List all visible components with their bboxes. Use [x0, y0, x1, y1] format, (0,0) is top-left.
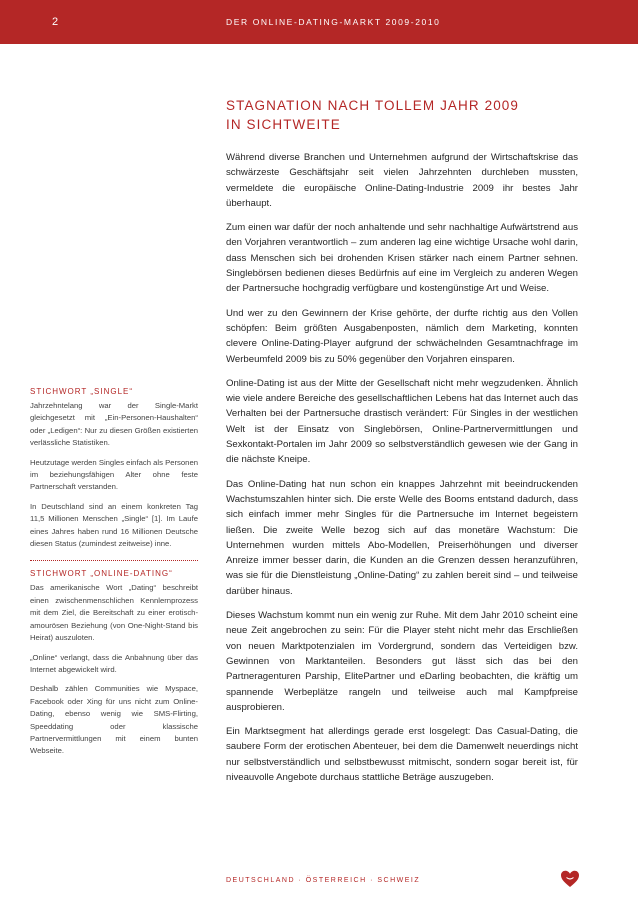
sidebar-glossary [30, 387, 198, 765]
section-title [226, 96, 578, 134]
glossary-box-online-dating [30, 569, 198, 757]
running-header-title: DER ONLINE-DATING-MARKT 2009-2010 [226, 17, 441, 27]
glossary-paragraph: Jahrzehntelang war der Single-Markt gleichgesetzt mit „Ein-Personen-Haushalten“ oder „Ledigen“: Nur zu diesen Größen existierten verlässliche Statistiken. [30, 401, 198, 448]
glossary-divider [30, 560, 198, 561]
glossary-paragraph: „Online“ verlangt, dass die Anbahnung über das Internet abgewickelt wird. [30, 652, 198, 674]
body-paragraph: Während diverse Branchen und Unternehmen aufgrund der Wirtschaftskrise das schwärzeste Geschäftsjahr seit vielen Jahrzehnten durchleben mussten, vermeldete die europäische Online-Dating-Industrie 2009 ihr bestes Jahr überhaupt. [226, 152, 578, 209]
footer-regions: DEUTSCHLAND · ÖSTERREICH · SCHWEIZ [226, 877, 421, 884]
glossary-paragraph: Heutzutage werden Singles einfach als Personen im beziehungsfähigen Alter ohne feste Partnerschaft verstanden. [30, 457, 198, 492]
page-number: 2 [52, 16, 60, 28]
body-paragraph: Dieses Wachstum kommt nun ein wenig zur Ruhe. Mit dem Jahr 2010 scheint eine neue Zeit angebrochen zu sein: Für die Player steht nicht mehr das Erschließen von neuen Marktpotenzialen im Vordergrund, sondern das Verteidigen bzw. Gewinnen von Marktanteilen. Besonders gut lässt sich das bei den Partneragenturen Parship, ElitePartner und eDarling beobachten, die kräftig um spannende Werbeplätze rangeln und teilweise auch mal Kampfpreise ausprobieren. [226, 610, 578, 713]
header-bar [0, 0, 638, 44]
glossary-paragraph: In Deutschland sind an einem konkreten Tag 11,5 Millionen Menschen „Single“ [1]. Im Laufe eines Jahres haben rund 16 Millionen Deutsche diesen Status (zumindest zeitweise) inne. [30, 501, 198, 549]
section-title-line-1: STAGNATION NACH TOLLEM JAHR 2009 [226, 98, 520, 113]
body-paragraph: Ein Marktsegment hat allerdings gerade erst losgelegt: Das Casual-Dating, die saubere Form der erotischen Abenteuer, bei dem die Damenwelt neuerdings nicht nur selbstverständlich und selbstbewusst mitmischt, sondern sogar bereit ist, für niveauvolle Angebote durchaus stattliche Beträge auszugeben. [226, 726, 578, 783]
section-title-line-2: IN SICHTWEITE [226, 117, 341, 132]
body-paragraph: Zum einen war dafür der noch anhaltende und sehr nachhaltige Aufwärtstrend aus den Vorjahren verantwortlich – zum anderen lag eine wichtige Ursache wohl darin, dass Menschen sich bei drohenden Krisen stärker nach einem Partner sehnen. Singlebörsen bedienen dieses Bedürfnis auf eine im Vergleich zu anderen Wegen der Partnersuche hochgradig verfügbare und kostengünstige Art und Weise. [226, 222, 578, 295]
glossary-box-single [30, 387, 198, 550]
body-paragraph: Und wer zu den Gewinnern der Krise gehörte, der durfte richtig aus den Vollen schöpfen: Beim größten Ausgabenposten, nämlich dem Marketing, konnten clevere Online-Dating-Player aufgrund der schwächelnden Gesamtnachfrage im Werbeumfeld 2009 bis zu 50% gegenüber den Vorjahren einsparen. [226, 307, 578, 365]
glossary-heading: STICHWORT „ONLINE-DATING“ [30, 569, 173, 579]
glossary-heading: STICHWORT „SINGLE“ [30, 387, 134, 396]
main-content [226, 96, 578, 794]
glossary-paragraph: Deshalb zählen Communities wie Myspace, Facebook oder Xing für uns nicht zum Online-Dating, ebenso wenig wie SMS-Flirting, Speeddating oder klassische Partnervermittlungen mit einem bunten Webseite. [30, 684, 198, 756]
glossary-paragraph: Das amerikanische Wort „Dating“ beschreibt einen zwischenmenschlichen Kennlernprozess mit dem Ziel, die Bereitschaft zu einer erotisch-amourösen Beziehung (von One-Night-Stand bis Heirat) auszuloten. [30, 583, 198, 643]
heart-logo-icon [560, 869, 580, 889]
body-paragraph: Online-Dating ist aus der Mitte der Gesellschaft nicht mehr wegzudenken. Ähnlich wie viele andere Bereiche des gesellschaftlichen Lebens hat das Internet auch das Verhalten bei der Partnersuche drastisch verändert: Für Singles in der westlichen Welt ist der Einsatz von Singlebörsen, Online-Partnervermittlungen und Sexkontakt-Portalen im Jahr 2009 so selbstverständlich gewesen wie der Gang in die nächste Kneipe. [226, 377, 578, 466]
body-paragraph: Das Online-Dating hat nun schon ein knappes Jahrzehnt mit beeindruckenden Wachstumszahlen hinter sich. Die erste Welle des Booms entstand dadurch, dass sich einfach immer mehr Singles für die Partnersuche im Internet begeistern ließen. Die zweite Welle bezog sich auf das monetäre Wachstum: Die Unternehmen wurden mittels Abo-Modellen, Preiserhöhungen und diverser Anreize immer besser darin, die Kunden an die Grenzen dessen heranzuführen, was sie für die Dienstleistung „Online-Dating“ zu zahlen bereit sind – und teilweise darüber hinaus. [226, 478, 578, 597]
